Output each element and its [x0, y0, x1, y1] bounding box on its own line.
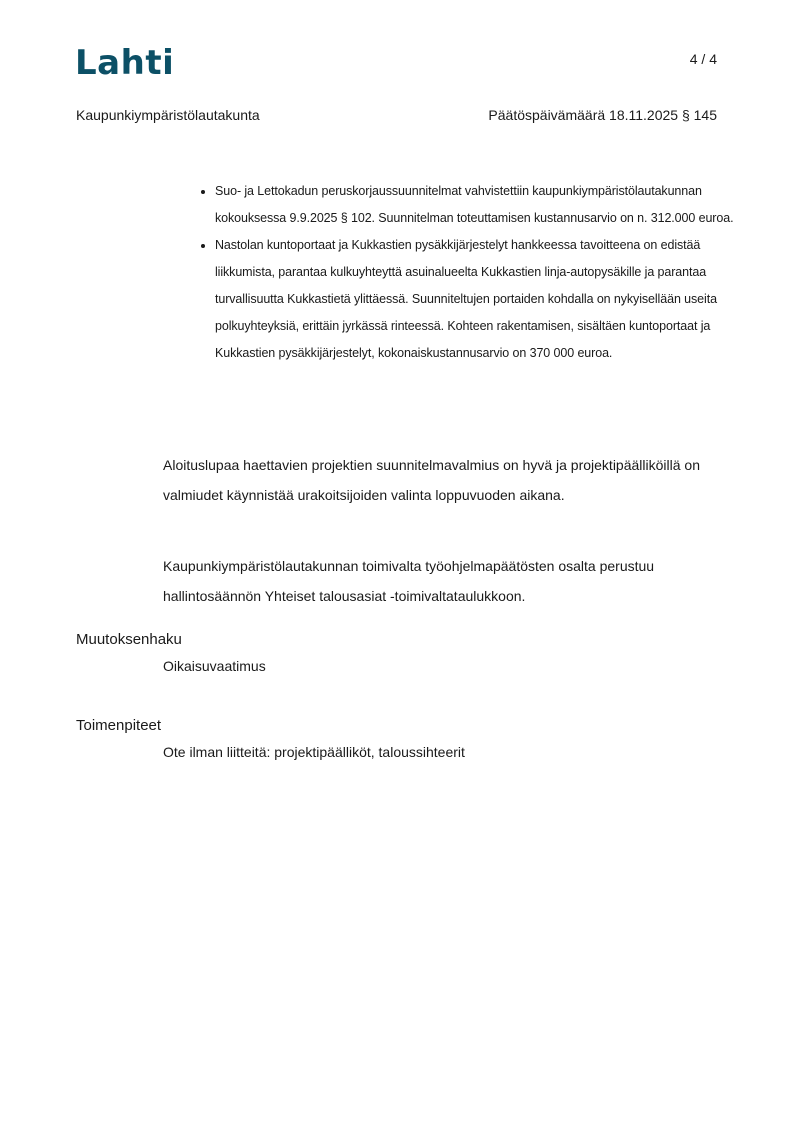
paragraph-readiness: Aloituslupaa haettavien projektien suunnitelmavalmius on hyvä ja projektipäälliköillä on valmiudet käynnistää urakoitsijoiden valinta loppuvuoden aikana. — [163, 457, 700, 503]
page-number: 4 / 4 — [689, 51, 717, 67]
section-title-actions: Toimenpiteet — [76, 717, 162, 734]
committee-name: Kaupunkiympäristölautakunta — [76, 107, 260, 123]
paragraph-authority: Kaupunkiympäristölautakunnan toimivalta työohjelmapäätösten osalta perustuu hallintosäännön Yhteiset talousasiat -toimivaltataulukkoon. — [163, 558, 655, 604]
bullet-item: • Nastolan kuntoportaat ja Kukkastien pysäkkijärjestelyt hankkeessa tavoitteena on edistää liikkumista, parantaa kulkuyhteyttä asuinalueelta Kukkastien linja-autopysäkille ja parantaa turvallisuutta Kukkastietä ylittäessä. Suunniteltujen portaiden kohdalla on nykyisellään useita polkuyhteyksiä, erittäin jyrkässä rinteessä. Kohteen rakentamisen, sisältäen kuntoportaat ja Kukkastien pysäkkijärjestelyt, kokonaiskustannusarvio on 370 000 euroa. — [215, 232, 745, 367]
section-title-appeal: Muutoksenhaku — [76, 631, 182, 648]
section-body-actions: Ote ilman liitteitä: projektipäälliköt, taloussihteerit — [163, 744, 465, 760]
project-bullet-list — [192, 178, 745, 367]
bullet-item: • Suo- ja Lettokadun peruskorjaussuunnitelmat vahvistettiin kaupunkiympäristölautakunnan kokouksessa 9.9.2025 § 102. Suunnitelman toteuttamisen kustannusarvio on n. 312.000 euroa. — [215, 178, 745, 232]
decision-date: Päätöspäivämäärä 18.11.2025 § 145 — [488, 107, 717, 123]
section-body-appeal: Oikaisuvaatimus — [163, 658, 266, 674]
lahti-logo: Lahti — [75, 43, 175, 83]
